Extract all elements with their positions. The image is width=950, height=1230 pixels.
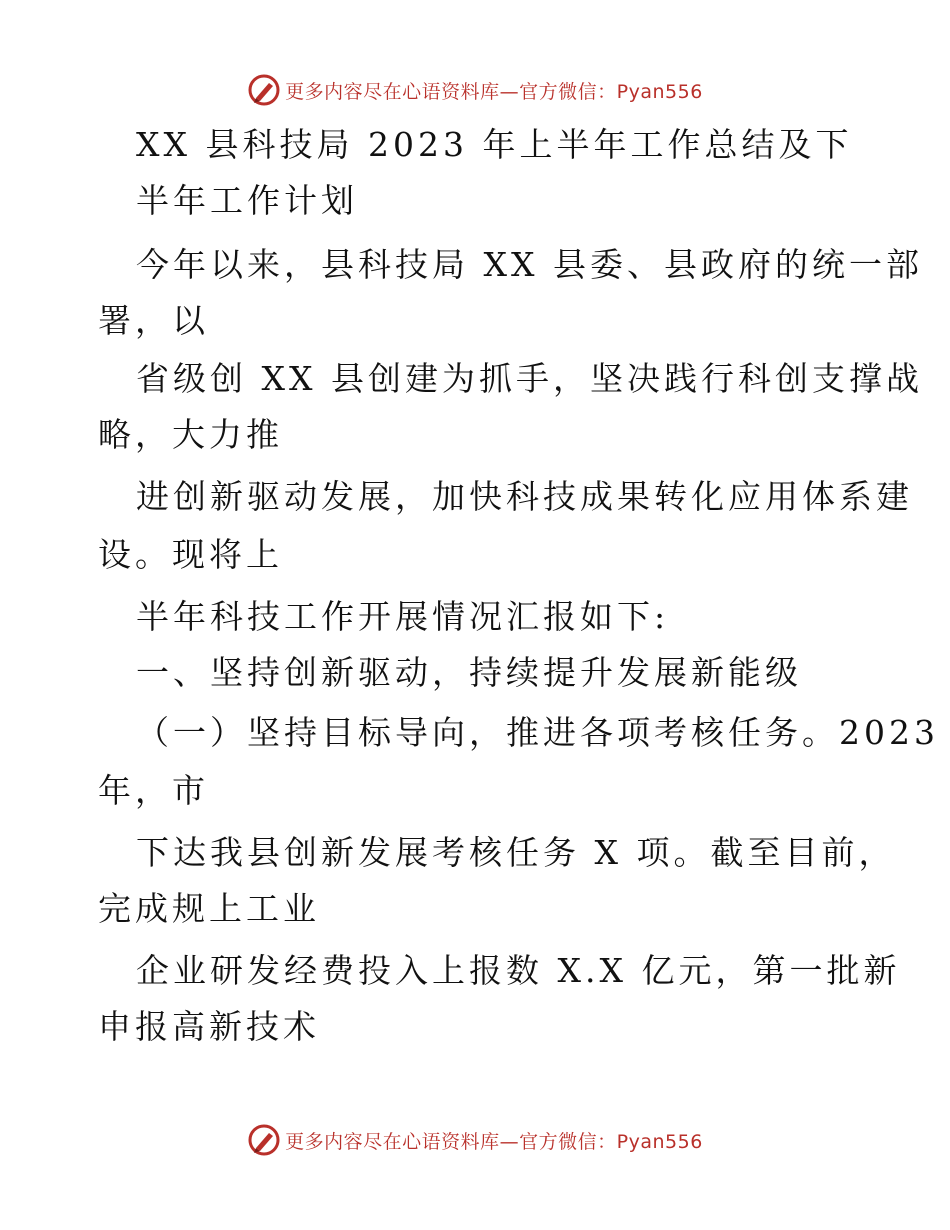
paragraph-line: 省级创 XX 县创建为抓手，坚决践行科创支撑战 <box>136 359 923 398</box>
paragraph-line: 今年以来，县科技局 XX 县委、县政府的统一部 <box>136 245 923 284</box>
paragraph-line: 进创新驱动发展，加快科技成果转化应用体系建 <box>136 477 913 516</box>
pen-logo-icon <box>247 1123 281 1157</box>
pen-logo-icon <box>247 73 281 107</box>
paragraph-line: 申报高新技术 <box>98 1007 320 1046</box>
paragraph-line: 完成规上工业 <box>98 889 320 928</box>
paragraph-line: 下达我县创新发展考核任务 X 项。截至目前， <box>136 833 896 872</box>
paragraph-line: 略，大力推 <box>98 415 283 454</box>
title-line-1: XX 县科技局 2023 年上半年工作总结及下 <box>136 125 853 164</box>
watermark-text: 更多内容尽在心语资料库—官方微信：Pyan556 <box>285 1130 703 1153</box>
header-watermark <box>0 70 950 110</box>
paragraph-line: 设。现将上 <box>98 535 283 574</box>
title-line-2: 半年工作计划 <box>136 181 358 220</box>
section-heading: 一、坚持创新驱动，持续提升发展新能级 <box>136 653 802 692</box>
footer-watermark <box>0 1120 950 1160</box>
watermark-text: 更多内容尽在心语资料库—官方微信：Pyan556 <box>285 80 703 103</box>
paragraph-line: 企业研发经费投入上报数 X.X 亿元，第一批新 <box>136 951 901 990</box>
paragraph-line: 半年科技工作开展情况汇报如下: <box>136 597 670 636</box>
paragraph-line: 年，市 <box>98 771 209 810</box>
paragraph-line: 署，以 <box>98 301 209 340</box>
paragraph-line: （一）坚持目标导向，推进各项考核任务。2023 <box>136 713 939 752</box>
